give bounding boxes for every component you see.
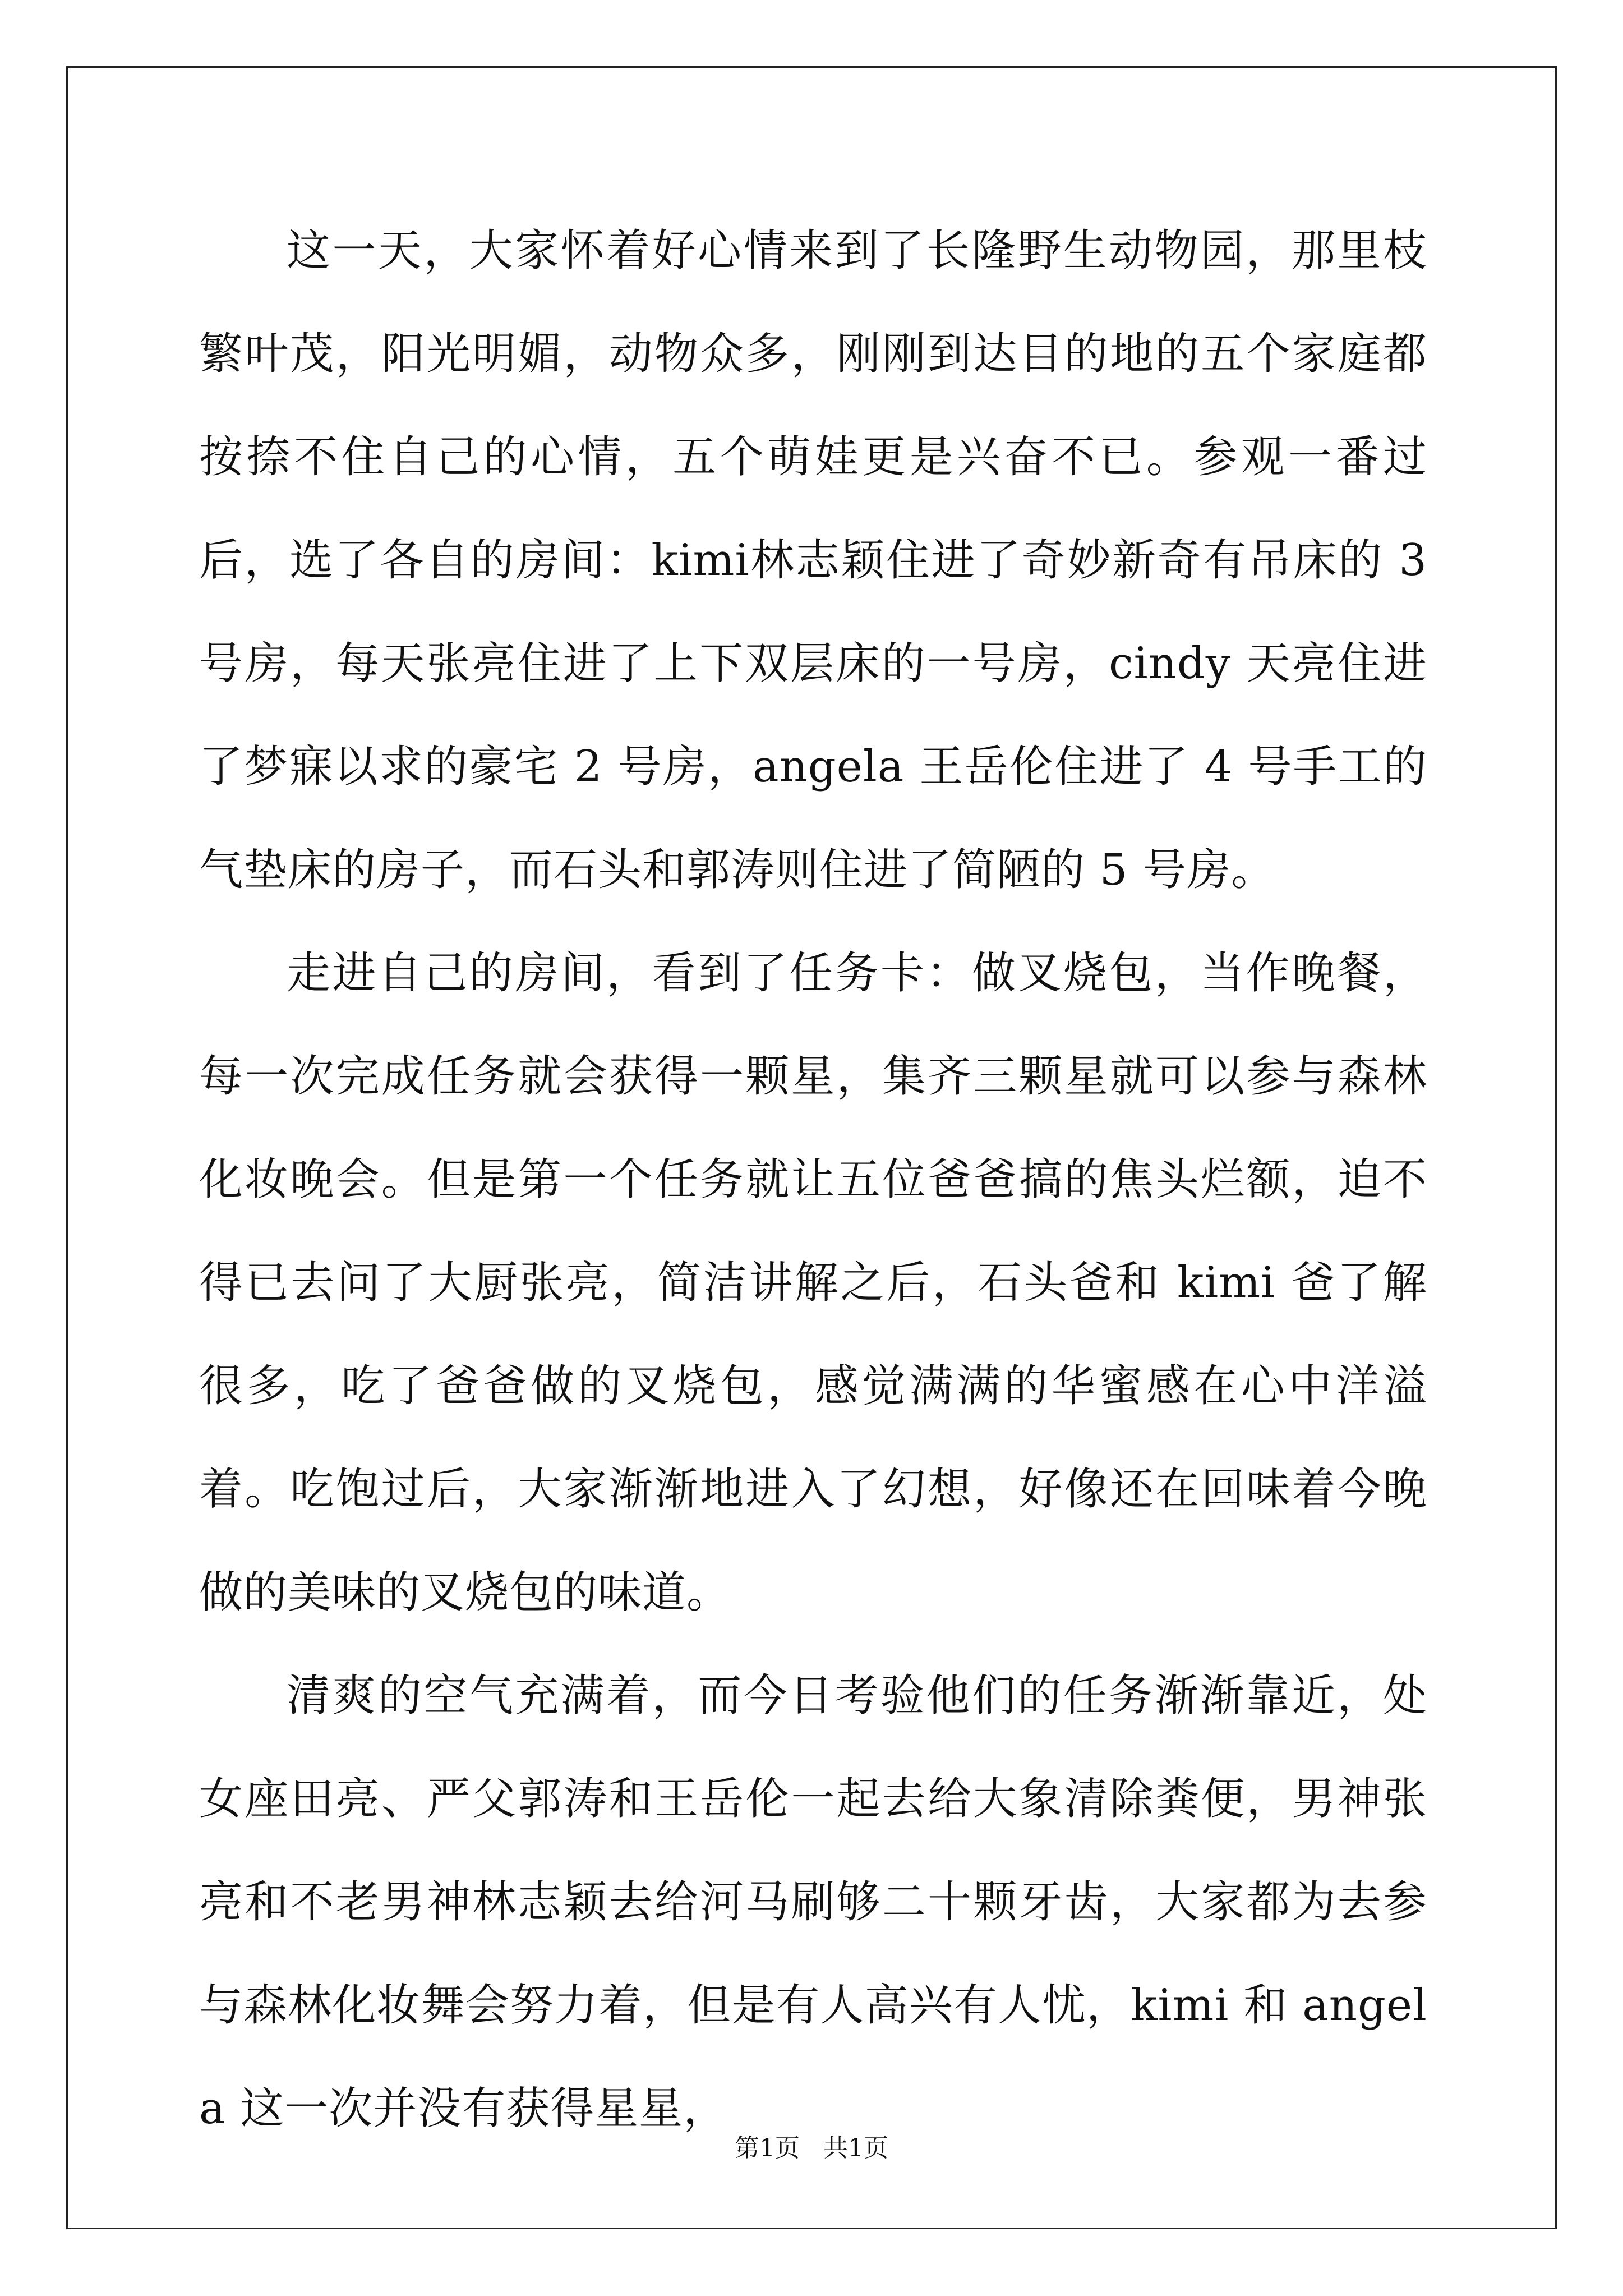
- paragraph-3: 清爽的空气充满着，而今日考验他们的任务渐渐靠近，处女座田亮、严父郭涛和王岳伦一起去给大象清除粪便，男神张亮和不老男神林志颖去给河马刷够二十颗牙齿，大家都为去参与森林化妆舞会努力着，但是有人高兴有人忧，kimi 和 angela 这一次并没有获得星星，: [199, 1671, 1427, 2134]
- page-footer: 第1页 共1页: [735, 2134, 888, 2162]
- paragraph-1: 这一天，大家怀着好心情来到了长隆野生动物园，那里枝繁叶茂，阳光明媚，动物众多，刚刚到达目的地的五个家庭都按捺不住自己的心情，五个萌娃更是兴奋不已。参观一番过后，选了各自的房间：kimi林志颖住进了奇妙新奇有吊床的 3 号房，每天张亮住进了上下双层床的一号房，cindy 天亮住进了梦寐以求的豪宅 2 号房，angela 王岳伦住进了 4 号手工的气垫床的房子，而石头和郭涛则住进了简陋的 5 号房。: [199, 226, 1427, 895]
- document-body: [199, 199, 1427, 2160]
- paragraph-2: 走进自己的房间，看到了任务卡：做叉烧包，当作晚餐，每一次完成任务就会获得一颗星，集齐三颗星就可以参与森林化妆晚会。但是第一个任务就让五位爸爸搞的焦头烂额，迫不得已去问了大厨张亮，简洁讲解之后，石头爸和 kimi 爸了解很多，吃了爸爸做的叉烧包，感觉满满的华蜜感在心中洋溢着。吃饱过后，大家渐渐地进入了幻想，好像还在回味着今晚做的美味的叉烧包的味道。: [199, 948, 1427, 1618]
